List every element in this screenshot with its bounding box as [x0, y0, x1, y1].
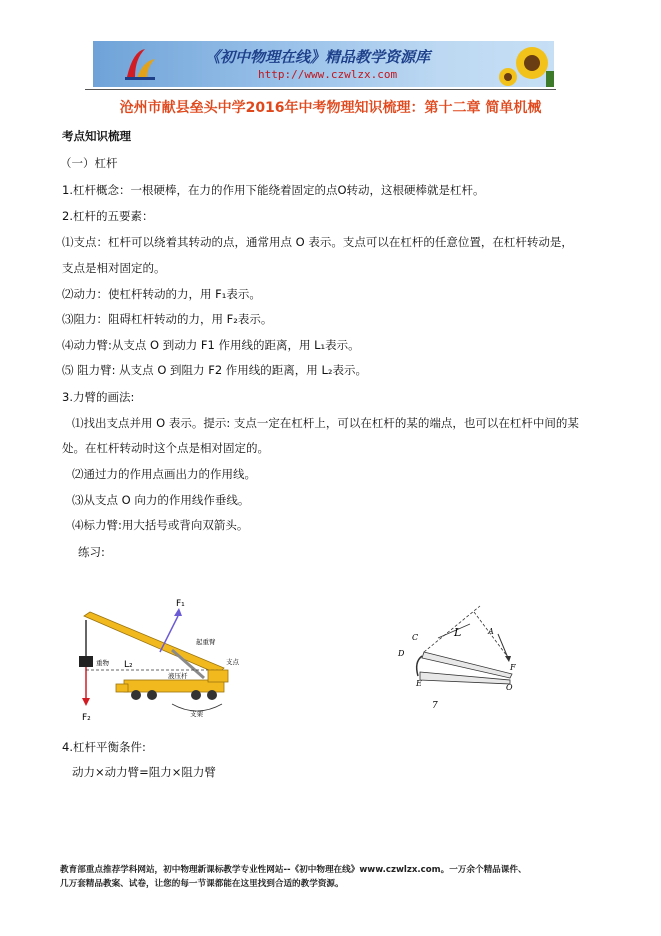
f2-label: F₂	[82, 713, 91, 723]
page-title: 沧州市献县垒头中学2016年中考物理知识梳理：第十二章 简单机械	[119, 100, 542, 116]
wheel	[131, 690, 141, 700]
paragraph: 处。在杠杆转动时这个点是相对固定的。	[62, 441, 269, 455]
paragraph: ⑶从支点 O 向力的作用线作垂线。	[72, 493, 250, 507]
weight-block	[79, 656, 93, 667]
f1-arrowhead	[174, 608, 182, 616]
paragraph: 1.杠杆概念：一根硬棒，在力的作用下能绕着固定的点O转动，这根硬棒就是杠杆。	[62, 183, 485, 197]
wheel	[207, 690, 217, 700]
boom-label: 起重臂	[196, 638, 216, 646]
arm-line	[474, 612, 510, 660]
paragraph: 2.杠杆的五要素：	[62, 209, 154, 223]
paragraph: 支点是相对固定的。	[62, 261, 166, 275]
paragraph: ⑷标力臂:用大括号或背向双箭头。	[72, 518, 249, 532]
label-d: D	[398, 649, 405, 658]
l2-label: L₂	[124, 660, 133, 670]
f2-arrowhead	[82, 698, 90, 706]
footer-line: 教育部重点推荐学科网站，初中物理新课标教学专业性网站--《初中物理在线》www.czwlzx.com。一万余个精品课件、	[60, 865, 527, 875]
banner-url: http://www.czwlzx.com	[258, 68, 398, 81]
label-c: C	[412, 633, 419, 642]
paragraph: ⑵通过力的作用点画出力的作用线。	[72, 467, 256, 481]
wheel	[147, 690, 157, 700]
paragraph: 练习:	[78, 545, 105, 559]
paragraph: 3.力臂的画法:	[62, 390, 135, 404]
label-a: A	[488, 627, 494, 636]
header-banner	[93, 41, 554, 87]
paragraph: ⑴支点：杠杆可以绕着其转动的点，通常用点 O 表示。支点可以在杠杆的任意位置，在杠杆转动是，	[62, 235, 573, 249]
f-arrowhead	[505, 656, 511, 662]
truck-cab	[208, 670, 228, 682]
wheel	[191, 690, 201, 700]
crane-figure	[72, 594, 250, 724]
fulcrum-label: 支点	[226, 658, 239, 666]
paragraph: ⑶阻力：阻碍杠杆转动的力，用 F₂表示。	[62, 312, 273, 326]
figure-number: 7	[432, 701, 438, 711]
section-heading: 考点知识梳理	[62, 129, 131, 143]
f1-label: F₁	[176, 599, 185, 609]
paragraph: ⑷动力臂:从支点 O 到动力 F1 作用线的距离，用 L₁表示。	[62, 338, 360, 352]
force-line	[424, 606, 480, 652]
page-footer	[60, 863, 620, 891]
label-o: O	[506, 683, 513, 692]
cylinder-label: 液压杆	[168, 672, 188, 680]
paragraph: 动力×动力臂=阻力×阻力臂	[72, 765, 216, 779]
weight-label: 重物	[96, 659, 109, 667]
paragraph: 4.杠杆平衡条件:	[62, 740, 146, 754]
banner-title: 《初中物理在线》精品教学资源库	[205, 48, 431, 66]
support-label: 支架	[190, 710, 203, 718]
label-l: L	[454, 626, 462, 639]
label-e: E	[416, 679, 422, 688]
subsection-heading: （一）杠杆	[60, 156, 118, 170]
lever-figure	[394, 600, 518, 716]
truck-front	[116, 684, 128, 692]
paragraph: ⑵动力：使杠杆转动的力，用 F₁表示。	[62, 287, 261, 301]
paragraph: ⑸ 阻力臂: 从支点 O 到阻力 F2 作用线的距离，用 L₂表示。	[62, 363, 367, 377]
footer-line: 几万套精品教案、试卷，让您的每一节课都能在这里找到合适的教学资源。	[60, 879, 344, 889]
label-f: F	[510, 663, 516, 672]
logo-icon	[123, 47, 157, 81]
sunflower-icon	[498, 41, 554, 87]
header-rule	[85, 89, 556, 90]
paragraph: ⑴找出支点并用 O 表示。提示: 支点一定在杠杆上，可以在杠杆的某的端点，也可以在杠杆中间的某	[72, 416, 579, 430]
